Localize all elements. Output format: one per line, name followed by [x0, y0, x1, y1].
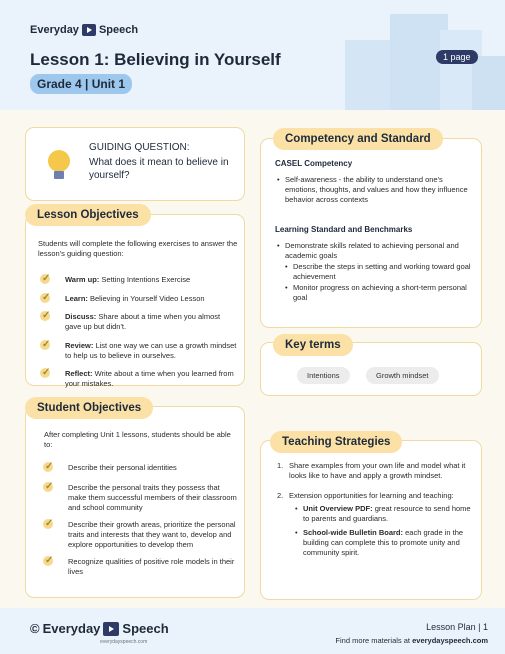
list-item: • Monitor progress on achieving a short-term personal goal	[285, 283, 477, 303]
play-icon	[82, 24, 96, 36]
competency-card	[260, 138, 482, 328]
check-icon: ✓	[45, 461, 54, 472]
main-content	[0, 110, 505, 608]
lightbulb-icon	[48, 150, 70, 180]
teaching-strategies-list	[277, 461, 475, 568]
standard-list	[277, 241, 477, 304]
lesson-objectives-card	[25, 214, 245, 386]
grade-badge: Grade 4 | Unit 1	[30, 74, 132, 94]
key-terms-heading: Key terms	[273, 334, 353, 356]
guiding-question-label: GUIDING QUESTION:	[89, 142, 190, 153]
check-icon: ✓	[45, 518, 54, 529]
student-objectives-heading: Student Objectives	[25, 397, 153, 419]
student-objectives-card	[25, 406, 245, 598]
footer-link[interactable]: everydayspeech.com	[412, 636, 488, 645]
lesson-objectives-heading: Lesson Objectives	[25, 204, 151, 226]
teaching-strategies-card	[260, 440, 482, 600]
footer-brand-logo	[30, 621, 169, 636]
list-item: ✓ Describe their growth areas, prioritize the personal traits and interests that they want to, develop and explore opportunities to develop them	[45, 518, 236, 549]
play-icon	[103, 622, 119, 636]
standard-heading: Learning Standard and Benchmarks	[275, 225, 413, 234]
check-icon: ✓	[42, 338, 51, 350]
footer-brand-right: Speech	[122, 621, 169, 636]
building-decoration	[472, 56, 505, 110]
competency-heading: Competency and Standard	[273, 128, 443, 150]
lesson-objectives-list	[38, 275, 238, 398]
list-item: • Unit Overview PDF: great resource to send home to parents and guardians.	[289, 504, 475, 524]
footer-more-materials: Find more materials at everydayspeech.com	[335, 636, 488, 645]
key-term-chip: Intentions	[297, 367, 350, 384]
list-item: ✓ Reflect: Write about a time when you learned from your mistakes.	[42, 367, 234, 388]
list-item: • Demonstrate skills related to achieving personal and academic goals	[277, 241, 477, 261]
list-item: • Describe the steps in setting and working toward goal achievement	[285, 262, 477, 282]
list-item: ✓ Warm up: Setting Intentions Exercise	[42, 273, 191, 284]
teaching-strategies-heading: Teaching Strategies	[270, 431, 402, 453]
copyright-symbol: ©	[30, 621, 40, 636]
list-item: ✓ Describe their personal identities	[45, 461, 177, 472]
list-item: ✓ Review: List one way we can use a growth mindset to help us to believe in ourselves.	[42, 338, 237, 360]
list-item: • School-wide Bulletin Board: each grade in the building can complete this to promote unity and community spirit.	[289, 528, 475, 558]
brand-right: Speech	[98, 24, 139, 36]
check-icon: ✓	[42, 310, 51, 321]
student-objectives-list	[41, 463, 239, 577]
list-item: ✓ Learn: Believing in Yourself Video Lesson	[42, 291, 205, 303]
brand-logo	[30, 24, 138, 36]
list-item: ✓ Discuss: Share about a time when you almost gave up but didn't.	[42, 310, 221, 331]
list-item: ✓ Describe the personal traits they possess that make them successful members of their classroom and school community	[45, 481, 237, 512]
page-title: Lesson 1: Believing in Yourself	[30, 50, 281, 69]
list-item: 2. Extension opportunities for learning and teaching: • Unit Overview PDF: great resource to send home to parents and guardians. • School-wide Bulletin Board: each grade in the building can complete this to promote unity and community spirit.	[277, 491, 475, 558]
footer-url: everydayspeech.com	[100, 639, 148, 645]
list-item: ✓ Recognize qualities of positive role models in their lives	[45, 555, 235, 576]
casel-list	[277, 175, 477, 206]
student-objectives-intro: After completing Unit 1 lessons, students should be able to:	[44, 430, 231, 449]
check-icon: ✓	[45, 555, 54, 566]
key-term-chip: Growth mindset	[366, 367, 439, 384]
casel-heading: CASEL Competency	[275, 159, 353, 168]
check-icon: ✓	[42, 273, 51, 284]
footer-brand-left: Everyday	[42, 621, 101, 636]
guiding-question-text: What does it mean to believe in yourself?	[89, 157, 229, 181]
brand-left: Everyday	[30, 24, 79, 36]
check-icon: ✓	[42, 367, 51, 378]
lesson-objectives-intro: Students will complete the following exercises to answer the lesson's guiding question:	[38, 239, 238, 258]
page-count-badge: 1 page	[436, 50, 478, 64]
header	[0, 0, 505, 110]
list-item: • Self-awareness - the ability to understand one's emotions, thoughts, and values and how they influence behavior across contexts	[277, 175, 477, 205]
footer	[0, 608, 505, 654]
list-item: 1. Share examples from your own life and model what it looks like to have and apply a growth mindset.	[277, 461, 466, 480]
check-icon: ✓	[45, 481, 54, 492]
extension-sublist	[289, 504, 475, 558]
check-icon: ✓	[42, 291, 51, 303]
footer-page-label: Lesson Plan | 1	[426, 622, 488, 632]
building-decoration	[345, 40, 395, 110]
guiding-question-card	[25, 127, 245, 201]
